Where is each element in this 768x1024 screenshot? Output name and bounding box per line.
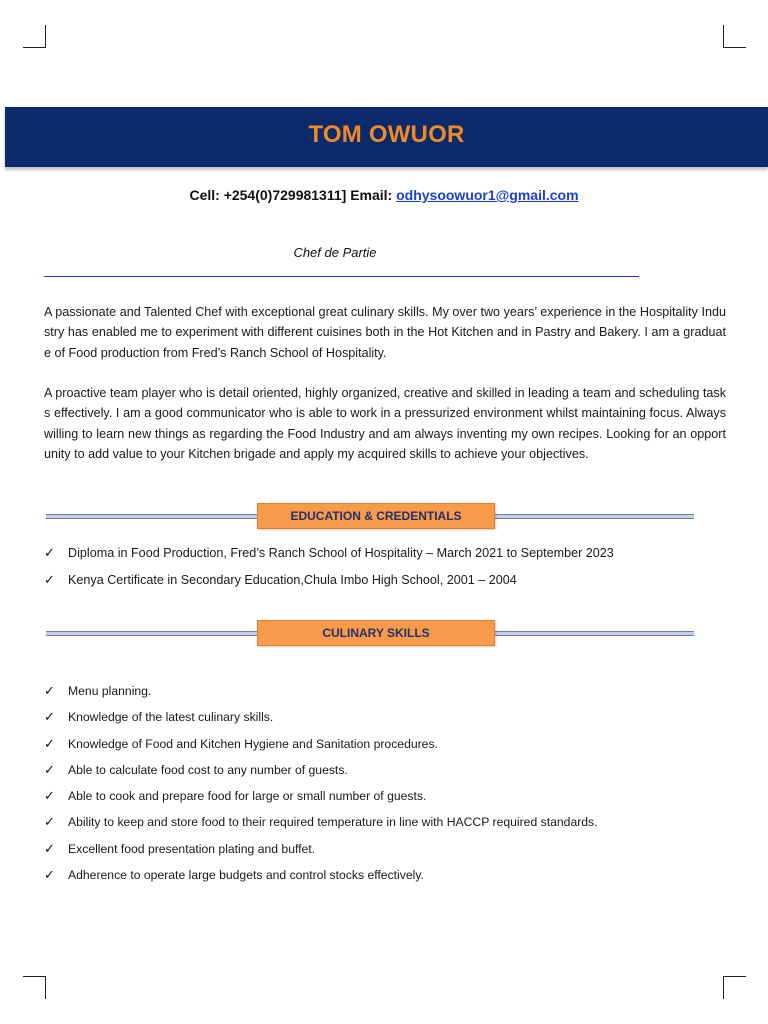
skill-item-text: Able to calculate food cost to any number of guests. — [68, 762, 348, 777]
list-item — [44, 682, 598, 708]
skill-item-text: Knowledge of Food and Kitchen Hygiene and Sanitation procedures. — [68, 736, 438, 751]
check-icon: ✓ — [44, 735, 55, 751]
candidate-name: TOM OWUOR — [308, 121, 465, 148]
section-heading-education: EDUCATION & CREDENTIALS — [257, 503, 495, 529]
cell-label: Cell: — [189, 187, 220, 203]
check-icon: ✓ — [44, 709, 55, 725]
list-item — [44, 866, 598, 892]
check-icon: ✓ — [44, 545, 55, 560]
skill-item-text: Knowledge of the latest culinary skills. — [68, 710, 274, 725]
list-item — [44, 735, 598, 761]
check-icon: ✓ — [44, 814, 55, 830]
summary-paragraph-1: A passionate and Talented Chef with exceptional great culinary skills. My over two years’ experience in the Hospitality Industry has enabled me to experiment with different cuisines both in the Hot Kitchen and in Pastry and Bakery. I am a graduate of Food production from Fred’s Ranch School of Hospitality. — [44, 305, 726, 360]
summary-paragraph-2: A proactive team player who is detail oriented, highly organized, creative and skilled in leading a team and scheduling tasks effectively. I am a good communicator who is able to work in a pressurized environment whilst maintaining focus. Always willing to learn new things as regarding the Food Industry and am always inventing my own recipes. Looking for an opportunity to add value to your Kitchen brigade and apply my acquired skills to achieve your objectives. — [44, 386, 726, 462]
check-icon: ✓ — [44, 683, 55, 698]
list-item — [44, 787, 598, 813]
cell-value: +254(0)729981311] — [223, 187, 347, 203]
list-item — [44, 761, 598, 787]
check-icon: ✓ — [44, 572, 55, 587]
check-icon: ✓ — [44, 867, 55, 883]
title-underline — [44, 276, 639, 277]
skill-item-text: Adherence to operate large budgets and control stocks effectively. — [68, 868, 424, 883]
contact-line — [0, 187, 768, 203]
email-link[interactable]: odhysoowuor1@gmail.com — [396, 187, 579, 203]
job-title: Chef de Partie — [293, 245, 377, 260]
skill-item-text: Menu planning. — [68, 684, 152, 698]
crop-mark-bottom-right — [723, 976, 746, 999]
check-icon: ✓ — [44, 761, 55, 777]
education-item-text: Kenya Certificate in Secondary Education,Chula Imbo High School, 2001 – 2004 — [68, 573, 517, 587]
education-item-text: Diploma in Food Production, Fred’s Ranch School of Hospitality – March 2021 to September 2023 — [68, 546, 614, 560]
crop-mark-top-left — [23, 25, 46, 48]
crop-mark-bottom-left — [23, 976, 46, 999]
list-item — [44, 571, 614, 598]
skill-item-text: Excellent food presentation plating and buffet. — [68, 841, 316, 856]
check-icon: ✓ — [44, 840, 55, 856]
section-heading-skills: CULINARY SKILLS — [257, 620, 495, 646]
list-item — [44, 708, 598, 734]
check-icon: ✓ — [44, 788, 55, 804]
education-list — [44, 544, 614, 598]
list-item — [44, 840, 598, 866]
list-item — [44, 813, 598, 839]
crop-mark-top-right — [723, 25, 746, 48]
skill-item-text: Ability to keep and store food to their required temperature in line with HACCP required standards. — [68, 815, 598, 830]
skill-item-text: Able to cook and prepare food for large or small number of guests. — [68, 789, 427, 804]
list-item — [44, 544, 614, 571]
skills-list — [44, 682, 598, 892]
email-label: Email: — [350, 187, 393, 203]
name-banner — [5, 107, 768, 167]
